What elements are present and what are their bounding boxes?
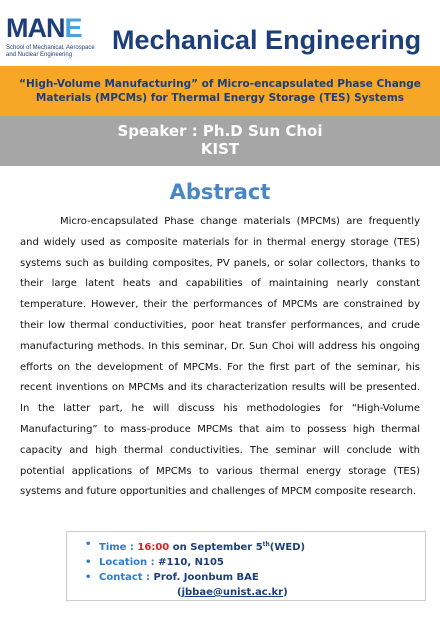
seminar-title-banner — [0, 66, 440, 116]
location-item — [85, 555, 305, 570]
speaker-banner — [0, 116, 440, 166]
email-open-paren: ( — [177, 587, 182, 598]
location-label: Location : — [99, 557, 159, 568]
event-info-list — [85, 537, 305, 600]
bullet-icon: • — [85, 539, 92, 550]
location-value: #110, N105 — [158, 557, 224, 568]
date-day: (WED) — [269, 542, 306, 553]
email-close-paren: ) — [283, 587, 288, 598]
time-label: Time : — [99, 542, 138, 553]
seminar-title-line-2: Materials (MPCMs) for Thermal Energy Storage (TES) Systems — [35, 92, 405, 104]
abstract-text: Micro-encapsulated Phase change materials (MPCMs) are frequently and widely used as composite materials for in thermal energy storage (TES) systems such as building composites, PV panels, or solar collectors, thanks to their large latent heats and capabilities of maintaining nearly constant temperature. However, their the performances of MPCMs are constrained by their low thermal conductivities, poor heat transfer performances, and crude manufacturing methods. In this seminar, Dr. Sun Choi will address his ongoing efforts on the development of MPCMs. For the first part of the seminar, his recent inventions on MPCMs and its characterization results will be presented. In the latter part, he will discuss his methodologies for “High-Volume Manufacturing” to mass-produce MPCMs that aim to possess high thermal capacity and high thermal conductivities. The seminar will conclude with potential applications of MPCMs to various thermal energy storage (TES) systems and future opportunities and challenges of MPCM composite research. — [20, 216, 420, 498]
bullet-icon: • — [85, 572, 92, 583]
bullet-icon: • — [85, 557, 92, 568]
contact-email-link[interactable]: jbbae@unist.ac.kr — [181, 587, 284, 598]
logo-subtitle-line-1: School of Mechanical, Aerospace — [6, 45, 95, 51]
logo-mark — [6, 14, 82, 42]
contact-label: Contact : — [99, 572, 154, 583]
contact-item — [85, 570, 305, 585]
page-header — [0, 0, 440, 66]
logo-subtitle-line-2: and Nuclear Engineering — [6, 52, 73, 58]
contact-value: Prof. Joonbum BAE — [153, 572, 259, 583]
mane-logo — [6, 14, 106, 64]
abstract-heading: Abstract — [169, 180, 271, 204]
date-prefix: on September 5 — [169, 542, 263, 553]
email-item — [85, 585, 305, 600]
page-title: Mechanical Engineering — [112, 25, 422, 55]
logo-mark-accent: E — [64, 13, 82, 43]
speaker-affiliation: KIST — [200, 140, 240, 158]
logo-subtitle — [6, 45, 116, 59]
speaker-name: Speaker : Ph.D Sun Choi — [117, 122, 323, 140]
seminar-title-line-1: “High-Volume Manufacturing” of Micro-encapsulated Phase Change — [19, 78, 421, 90]
date-ordinal-suffix: th — [262, 541, 270, 548]
event-info-box — [66, 531, 426, 601]
logo-mark-main: MAN — [6, 13, 65, 43]
time-value: 16:00 — [137, 542, 170, 553]
time-item — [85, 537, 305, 555]
